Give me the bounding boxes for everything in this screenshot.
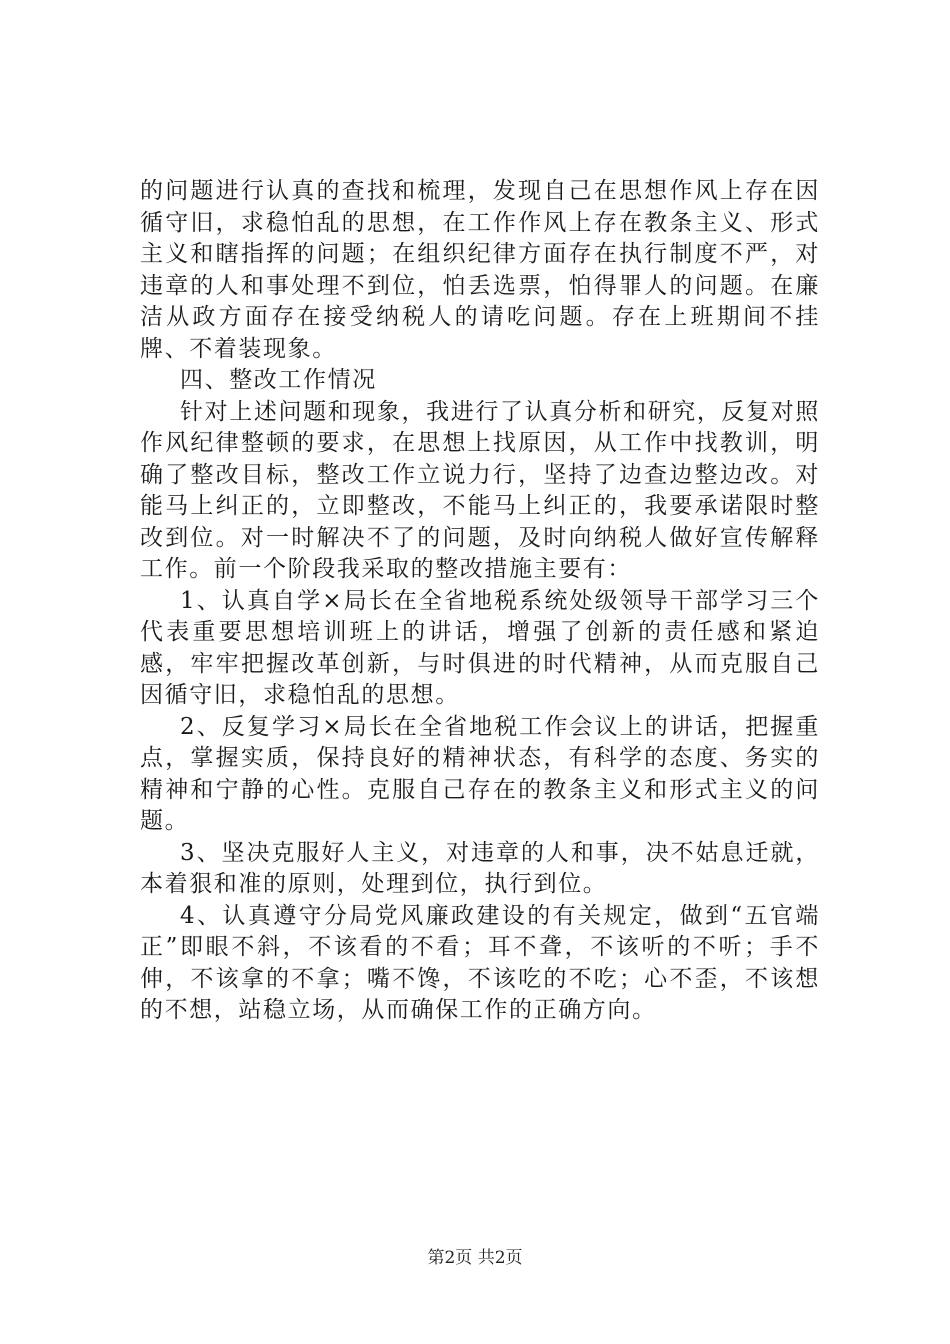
- list-item-2: 2、反复学习×局长在全省地税工作会议上的讲话，把握重点，掌握实质，保持良好的精神状态，有科学的态度、务实的精神和宁静的心性。克服自己存在的教条主义和形式主义的问题。: [140, 713, 820, 834]
- list-item-4: 4、认真遵守分局党风廉政建设的有关规定，做到“五官端正”即眼不斜，不该看的不看；耳不聋，不该听的不听；手不伸，不该拿的不拿；嘴不馋，不该吃的不吃；心不歪，不该想的不想，站稳立场，从而确保工作的正确方向。: [140, 902, 820, 1023]
- list-item-3: 3、坚决克服好人主义，对违章的人和事，决不姑息迁就，本着狠和准的原则，处理到位，执行到位。: [140, 839, 820, 897]
- section-heading: 四、整改工作情况: [180, 367, 377, 393]
- document-body: [140, 176, 820, 1027]
- paragraph-continuation: 的问题进行认真的查找和梳理，发现自己在思想作风上存在因循守旧，求稳怕乱的思想，在工作作风上存在教条主义、形式主义和瞎指挥的问题；在组织纪律方面存在执行制度不严，对违章的人和事处理不到位，怕丢选票，怕得罪人的问题。在廉洁从政方面存在接受纳税人的请吃问题。存在上班期间不挂牌、不着装现象。: [140, 178, 820, 362]
- page-number-label: 第2页 共2页: [427, 1248, 523, 1268]
- paragraph-intro: 针对上述问题和现象，我进行了认真分析和研究，反复对照作风纪律整顿的要求，在思想上找原因，从工作中找教训，明确了整改目标，整改工作立说力行，坚持了边查边整边改。对能马上纠正的，立即整改，不能马上纠正的，我要承诺限时整改到位。对一时解决不了的问题，及时向纳税人做好宣传解释工作。前一个阶段我采取的整改措施主要有：: [140, 398, 820, 582]
- list-item-1: 1、认真自学×局长在全省地税系统处级领导干部学习三个代表重要思想培训班上的讲话，增强了创新的责任感和紧迫感，牢牢把握改革创新，与时俱进的时代精神，从而克服自己因循守旧，求稳怕乱的思想。: [140, 587, 820, 708]
- page-footer: [0, 1243, 950, 1268]
